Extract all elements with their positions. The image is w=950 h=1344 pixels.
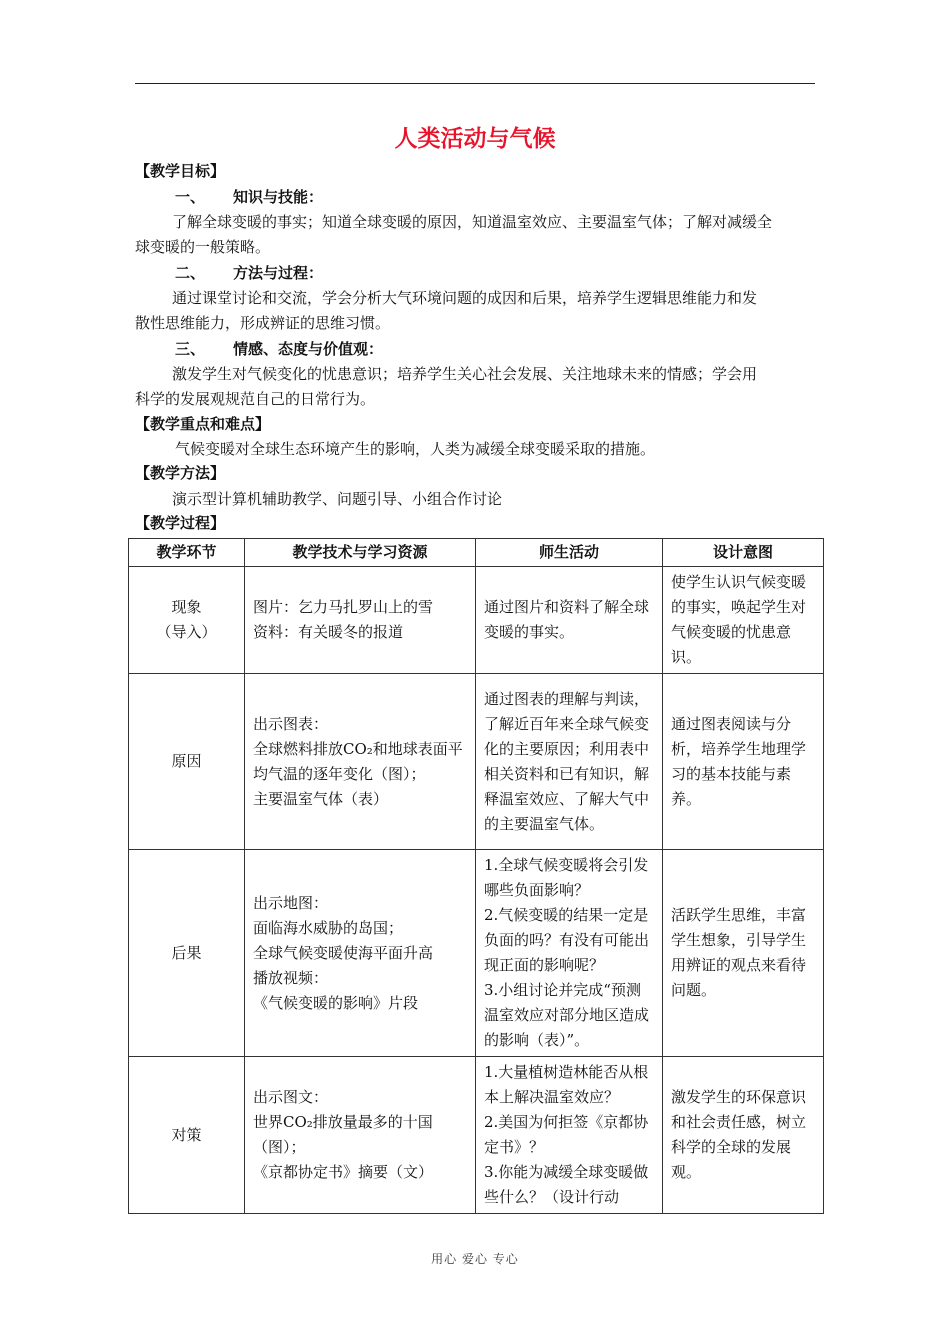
header-rule: [135, 83, 815, 84]
process-table: [128, 538, 824, 1214]
goal-2-heading: [175, 262, 323, 284]
column-header-stage: 教学环节: [129, 539, 245, 567]
stage-cell: 现象 （导入）: [129, 567, 245, 674]
keypoints-text: 气候变暖对全球生态环境产生的影响，人类为减缓全球变暖采取的措施。: [175, 440, 656, 458]
goal-2-text-line-1: 通过课堂讨论和交流，学会分析大气环境问题的成因和后果，培养学生逻辑思维能力和发: [172, 289, 758, 307]
goal-2-number: 二、: [175, 264, 206, 282]
column-header-intent: 设计意图: [663, 539, 824, 567]
section-header-process: 【教学过程】: [135, 514, 226, 532]
column-header-resources: 教学技术与学习资源: [245, 539, 476, 567]
activity-cell: 1.全球气候变暖将会引发哪些负面影响？ 2.气候变暖的结果一定是负面的吗？有没有可能出现正面的影响呢？ 3.小组讨论并完成“预测温室效应对部分地区造成的影响（表）”。: [476, 850, 663, 1057]
intent-cell: 活跃学生思维，丰富学生想象，引导学生用辨证的观点来看待问题。: [663, 850, 824, 1057]
activity-cell: 通过图表的理解与判读，了解近百年来全球气候变化的主要原因；利用表中相关资料和已有知识，解释温室效应、了解大气中的主要温室气体。: [476, 674, 663, 850]
table-row: [129, 674, 824, 850]
stage-cell: 原因: [129, 674, 245, 850]
method-text: 演示型计算机辅助教学、问题引导、小组合作讨论: [172, 490, 503, 508]
intent-cell: 激发学生的环保意识和社会责任感，树立科学的全球的发展观。: [663, 1057, 824, 1214]
table-row: [129, 567, 824, 674]
resources-cell: 出示图表： 全球燃料排放CO₂和地球表面平均气温的逐年变化（图）； 主要温室气体（表）: [245, 674, 476, 850]
goal-3-text-line-1: 激发学生对气候变化的忧患意识；培养学生关心社会发展、关注地球未来的情感；学会用: [172, 365, 758, 383]
goal-1-label: 知识与技能：: [233, 188, 324, 206]
table-row: [129, 850, 824, 1057]
goal-1-text-line-2: 球变暖的一般策略。: [135, 238, 271, 256]
stage-cell: 对策: [129, 1057, 245, 1214]
section-header-goals: 【教学目标】: [135, 162, 226, 180]
goal-1-text-line-1: 了解全球变暖的事实；知道全球变暖的原因，知道温室效应、主要温室气体；了解对减缓全: [172, 213, 773, 231]
table-row: [129, 1057, 824, 1214]
column-header-activity: 师生活动: [476, 539, 663, 567]
goal-1-number: 一、: [175, 188, 206, 206]
intent-cell: 使学生认识气候变暖的事实，唤起学生对气候变暖的忧患意识。: [663, 567, 824, 674]
goal-2-label: 方法与过程：: [233, 264, 324, 282]
goal-3-number: 三、: [175, 340, 206, 358]
page-title: 人类活动与气候: [394, 126, 556, 152]
section-header-method: 【教学方法】: [135, 464, 226, 482]
goal-3-heading: [175, 338, 383, 360]
goal-2-text-line-2: 散性思维能力，形成辨证的思维习惯。: [135, 314, 391, 332]
page-footer: 用心 爱心 专心: [431, 1252, 519, 1266]
activity-cell: 1.大量植树造林能否从根本上解决温室效应？ 2.美国为何拒签《京都协定书》？ 3.你能为减缓全球变暖做些什么？（设计行动: [476, 1057, 663, 1214]
resources-cell: 图片：乞力马扎罗山上的雪 资料：有关暖冬的报道: [245, 567, 476, 674]
resources-cell: 出示地图： 面临海水威胁的岛国； 全球气候变暖使海平面升高 播放视频： 《气候变暖的影响》片段: [245, 850, 476, 1057]
resources-cell: 出示图文： 世界CO₂排放量最多的十国（图）； 《京都协定书》摘要（文）: [245, 1057, 476, 1214]
goal-3-text-line-2: 科学的发展观规范自己的日常行为。: [135, 390, 376, 408]
section-header-keypoints: 【教学重点和难点】: [135, 415, 271, 433]
intent-cell: 通过图表阅读与分析，培养学生地理学习的基本技能与素养。: [663, 674, 824, 850]
table-header-row: [129, 539, 824, 567]
stage-cell: 后果: [129, 850, 245, 1057]
activity-cell: 通过图片和资料了解全球变暖的事实。: [476, 567, 663, 674]
goal-3-label: 情感、态度与价值观：: [233, 340, 384, 358]
goal-1-heading: [175, 186, 323, 208]
